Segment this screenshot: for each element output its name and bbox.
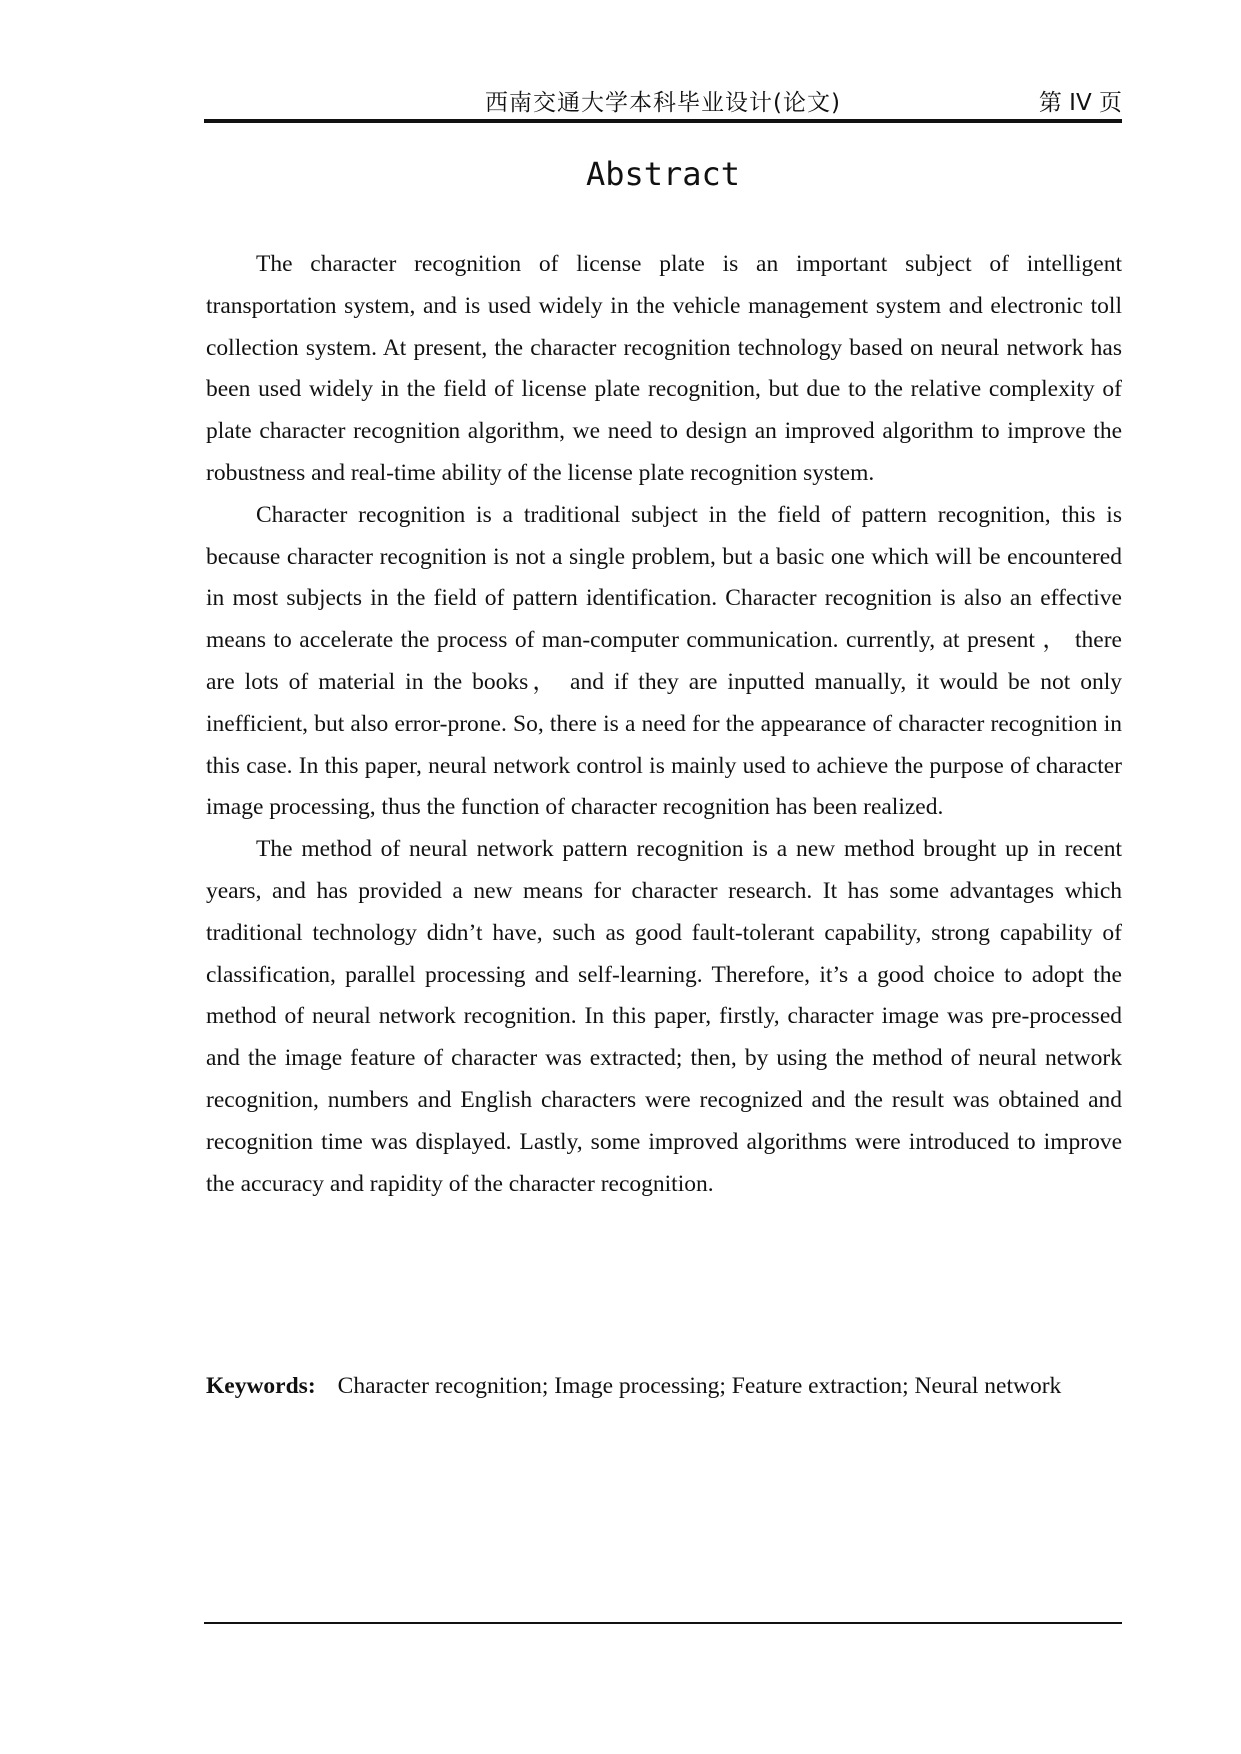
keywords-value: Character recognition; Image processing; Feature extraction; Neural network xyxy=(337,1373,1062,1399)
abstract-paragraph: The method of neural network pattern recognition is a new method brought up in recent years, and has provided a new means for character research. It has some advantages which traditional technology didn’t have, such as good fault-tolerant capability, strong capability of classification, parallel processing and self-learning. Therefore, it’s a good choice to adopt the method of neural network recognition. In this paper, firstly, character image was pre-processed and the image feature of character was extracted; then, by using the method of neural network recognition, numbers and English characters were recognized and the result was obtained and recognition time was displayed. Lastly, some improved algorithms were introduced to improve the accuracy and rapidity of the character recognition. xyxy=(206,836,1122,1197)
keywords-line xyxy=(206,1366,1122,1406)
abstract-body xyxy=(206,244,1122,1205)
page-header xyxy=(204,86,1122,122)
header-divider xyxy=(204,119,1122,123)
thesis-header-title: 西南交通大学本科毕业设计(论文) xyxy=(485,90,841,116)
abstract-paragraph: The character recognition of license plate is an important subject of intelligent transportation system, and is used widely in the vehicle management system and electronic toll collection system. At present, the character recognition technology based on neural network has been used widely in the field of license plate recognition, but due to the relative complexity of plate character recognition algorithm, we need to design an improved algorithm to improve the robustness and real-time ability of the license plate recognition system. xyxy=(206,251,1122,486)
keywords-label: Keywords: xyxy=(206,1373,316,1399)
page-number: 第 IV 页 xyxy=(1038,90,1122,116)
abstract-heading: Abstract xyxy=(585,155,741,193)
footer-divider xyxy=(204,1622,1122,1624)
abstract-paragraph: Character recognition is a traditional subject in the field of pattern recognition, this is because character recognition is not a single problem, but a basic one which will be encountered in most subjects in the field of pattern identification. Character recognition is also an effective means to accelerate the process of man-computer communication. currently, at present ， there are lots of material in the books， and if they are inputted manually, it would be not only inefficient, but also error-prone. So, there is a need for the appearance of character recognition in this case. In this paper, neural network control is mainly used to achieve the purpose of character image processing, thus the function of character recognition has been realized. xyxy=(206,501,1122,821)
